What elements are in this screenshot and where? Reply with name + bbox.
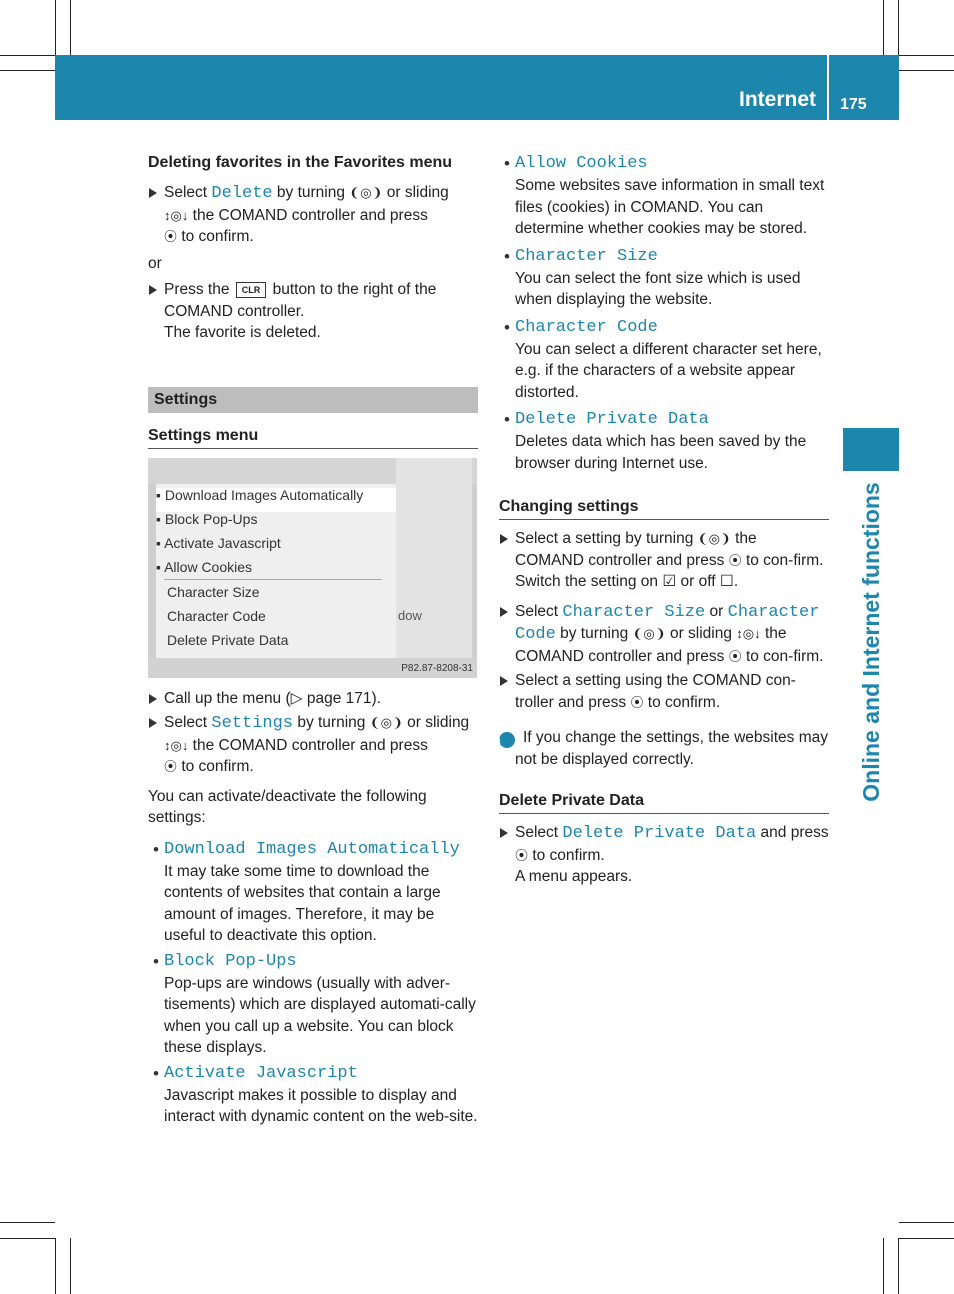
info-icon: i [499,732,515,748]
chapter-title: Internet [738,88,816,111]
step-call-up-menu: Call up the menu (▷ page 171). [148,688,478,710]
checkbox-off-icon: ☐ [719,573,734,590]
crop-mark [899,55,954,56]
bullet-character-code: • Character Code You can select a different character set here, e.g. if the characters of a website appear distorted. [499,316,829,404]
clr-key-icon: CLR [236,282,267,298]
settings-menu-screenshot [148,458,477,678]
header-separator [827,55,829,120]
changing-settings-heading: Changing settings [499,496,829,520]
press-controller-icon: ⦿ [728,648,742,664]
crop-mark [883,0,884,55]
menu-item-character-size: Character Size [562,602,706,622]
turn-controller-icon: ❨◎❩ [697,531,731,547]
press-controller-icon: ⦿ [164,229,178,245]
slide-controller-icon: ↕◎↓ [164,737,189,753]
menu-item-delete: Delete [211,184,273,203]
side-tab-label: Online and Internet functions [858,482,884,802]
menu-item-character-code: Character Code [515,602,820,644]
press-controller-icon: ⦿ [728,552,742,568]
info-note: i If you change the settings, the websites may not be displayed correctly. [497,729,829,768]
or-text: or [148,254,162,272]
crop-mark [55,0,56,55]
screenshot-item: Delete Private Data [167,631,289,648]
bullet-allow-cookies: • Allow Cookies Some websites save information in small text files (cookies) in COMAND. You can determine whether cookies may be stored. [499,152,829,240]
bullet-download-images: • Download Images Automatically It may take some time to download the contents of websites that contain a large amount of images. Therefore, it may be useful to deactivate this option. [148,838,478,947]
step-select-delete: Select Delete by turning ❨◎❩ or sliding ↕◎↓ the COMAND controller and press ⦿ to confirm. [148,182,478,248]
delete-private-data-heading: Delete Private Data [499,790,829,814]
crop-mark [0,1238,55,1239]
press-controller-icon: ⦿ [630,694,644,710]
step-select-using-controller: Select a setting using the COMAND con- troller and press ⦿ to confirm. [499,670,829,713]
screenshot-item: ▪ Download Images Automatically [156,486,364,503]
crop-mark [0,55,55,56]
intro-text: You can activate/deactivate the following settings: [148,787,427,826]
screenshot-item: ▪ Allow Cookies [156,558,253,575]
menu-item-settings: Settings [211,714,294,733]
bullet-activate-javascript: • Activate Javascript Javascript makes it possible to display and interact with dynamic content on the web-site. [148,1062,478,1128]
page-number: 175 [840,96,867,113]
screenshot-item: Character Code [167,607,266,624]
turn-controller-icon: ❨◎❩ [632,626,666,642]
section-heading-deleting-favorites: Deleting favorites in the Favorites menu [148,154,453,171]
bullet-character-size: • Character Size You can select the font size which is used when displaying the website. [499,245,829,311]
bullet-delete-private-data: • Delete Private Data Deletes data which has been saved by the browser during Internet use. [499,408,829,474]
turn-controller-icon: ❨◎❩ [349,185,383,201]
checkbox-on-icon: ☑ [662,573,677,590]
step-select-settings: Select Settings by turning ❨◎❩ or sliding ↕◎↓ the COMAND controller and press ⦿ to confirm. [148,712,478,778]
turn-controller-icon: ❨◎❩ [369,715,403,731]
crop-mark [898,0,899,55]
crop-mark [898,1238,899,1294]
slide-controller-icon: ↕◎↓ [736,626,761,642]
settings-section-bar: Settings [148,387,478,413]
figure-code: P82.87-8208-31 [401,662,473,674]
press-controller-icon: ⦿ [515,847,529,863]
crop-mark [0,1222,55,1223]
crop-mark [883,1238,884,1294]
screenshot-item: Character Size [167,583,260,600]
bullet-block-popups: • Block Pop-Ups Pop-ups are windows (usually with adver-tisements) which are displayed automati-cally when you call up a website. You can block these displays. [148,950,478,1059]
crop-mark [55,1238,56,1294]
page-ref-arrow-icon: ▷ [290,689,303,707]
screenshot-side-text: dow [398,607,422,623]
crop-mark [70,0,71,55]
step-select-delete-private-data: Select Delete Private Data and press ⦿ to confirm. A menu appears. [499,822,829,888]
crop-mark [70,1238,71,1294]
step-select-character: Select Character Size or Character Code by turning ❨◎❩ or sliding ↕◎↓ the COMAND controller and press ⦿ to con-firm. [499,601,829,668]
crop-mark [899,70,954,71]
screenshot-item: ▪ Activate Javascript [156,534,281,551]
left-column [148,152,478,1128]
crop-mark [899,1238,954,1239]
settings-menu-heading: Settings menu [148,425,478,449]
right-column [499,152,829,888]
slide-controller-icon: ↕◎↓ [164,207,189,223]
screenshot-item: ▪ Block Pop-Ups [156,510,258,527]
step-press-clr: Press the CLR button to the right of the COMAND controller. The favorite is deleted. [148,279,478,344]
press-controller-icon: ⦿ [164,759,178,775]
side-tab [843,428,899,471]
crop-mark [899,1222,954,1223]
step-select-setting: Select a setting by turning ❨◎❩ the COMAND controller and press ⦿ to con-firm. Switch the setting on ☑ or off ☐. [499,528,829,593]
menu-item-delete-private-data: Delete Private Data [562,824,757,843]
crop-mark [0,70,55,71]
